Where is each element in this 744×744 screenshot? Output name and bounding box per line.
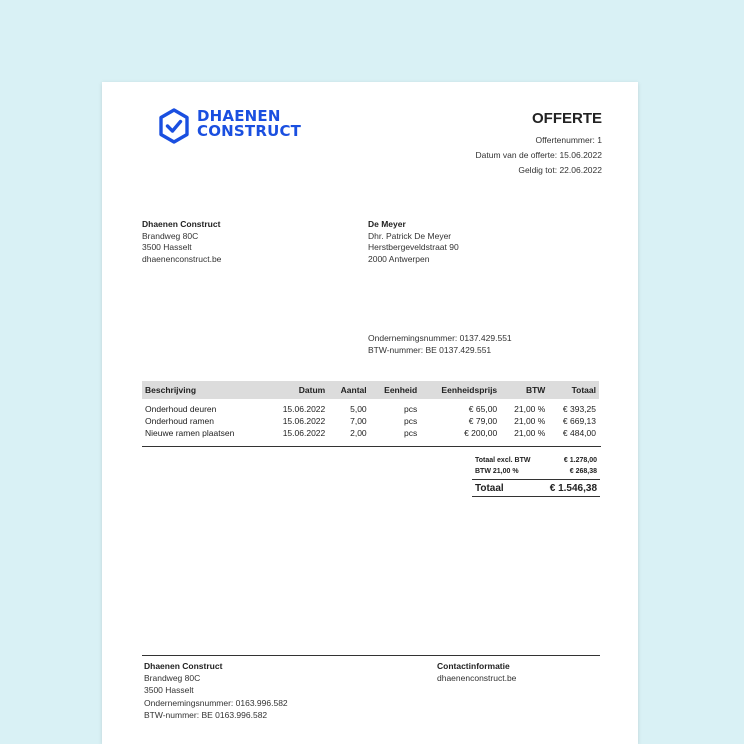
cell-description: Nieuwe ramen plaatsen: [145, 428, 235, 438]
cell-quantity: 5,00: [350, 404, 367, 414]
summary-rule: [472, 479, 600, 480]
footer-city: 3500 Hasselt: [144, 685, 194, 696]
cell-unit-price: € 65,00: [468, 404, 498, 414]
recipient-city: 2000 Antwerpen: [368, 253, 430, 264]
cell-vat: 21,00 %: [514, 428, 546, 438]
cell-unit-price: € 200,00: [464, 428, 498, 438]
footer-contact-title: Contactinformatie: [437, 661, 510, 671]
recipient-contact: Dhr. Patrick De Meyer: [368, 230, 452, 241]
col-header-unit: Eenheid: [384, 385, 418, 395]
shield-check-icon: [159, 108, 189, 144]
col-header-vat: BTW: [525, 385, 546, 395]
col-header-quantity: Aantal: [340, 385, 367, 395]
sender-address: [142, 219, 221, 265]
recipient-company-number: Ondernemingsnummer: 0137.429.551: [368, 333, 512, 343]
document-title: OFFERTE: [532, 110, 602, 127]
cell-quantity: 2,00: [350, 428, 367, 438]
recipient-registration: [368, 333, 512, 356]
sender-street: Brandweg 80C: [142, 230, 199, 241]
cell-total: € 669,13: [562, 416, 596, 426]
valid-until: Geldig tot: 22.06.2022: [518, 165, 602, 175]
col-header-date: Datum: [298, 385, 326, 395]
cell-vat: 21,00 %: [514, 404, 546, 414]
footer-vat-number: BTW-nummer: BE 0163.996.582: [144, 709, 268, 720]
sender-city: 3500 Hasselt: [142, 242, 192, 252]
cell-description: Onderhoud ramen: [145, 416, 214, 426]
cell-unit-price: € 79,00: [468, 416, 498, 426]
cell-unit: pcs: [403, 404, 418, 414]
col-header-description: Beschrijving: [145, 385, 197, 395]
cell-total: € 484,00: [562, 428, 596, 438]
footer-street: Brandweg 80C: [144, 673, 201, 684]
cell-vat: 21,00 %: [514, 416, 546, 426]
subtotal-value: € 1.278,00: [563, 457, 597, 464]
footer-company-name: Dhaenen Construct: [144, 661, 223, 671]
grand-total-value: € 1.546,38: [549, 483, 597, 494]
col-header-unit-price: Eenheidsprijs: [441, 385, 498, 395]
quote-document: [102, 82, 638, 744]
vat-value: € 268,38: [569, 468, 597, 475]
recipient-vat-number: BTW-nummer: BE 0137.429.551: [368, 344, 492, 355]
recipient-street: Herstbergeveldstraat 90: [368, 242, 459, 252]
sender-name: Dhaenen Construct: [142, 219, 221, 229]
footer-company-number: Ondernemingsnummer: 0163.996.582: [144, 697, 288, 708]
logo-line-2: CONSTRUCT: [197, 122, 302, 140]
grand-total-rule: [472, 496, 600, 497]
cell-unit: pcs: [403, 428, 418, 438]
footer-website: dhaenenconstruct.be: [437, 673, 517, 684]
cell-date: 15.06.2022: [282, 404, 326, 414]
cell-total: € 393,25: [562, 404, 596, 414]
table-row: [142, 427, 599, 439]
footer-rule: [142, 655, 600, 656]
grand-total-label: Totaal: [475, 483, 504, 494]
subtotal-label: Totaal excl. BTW: [475, 457, 531, 464]
vat-label: BTW 21,00 %: [475, 468, 519, 475]
cell-date: 15.06.2022: [282, 428, 326, 438]
recipient-name: De Meyer: [368, 219, 406, 229]
footer-company-info: [144, 660, 288, 721]
col-header-total: Totaal: [571, 385, 596, 395]
cell-date: 15.06.2022: [282, 416, 326, 426]
cell-quantity: 7,00: [350, 416, 367, 426]
logo-line-1: DHAENEN: [197, 107, 281, 125]
table-header-row: [142, 381, 599, 399]
recipient-address: [368, 219, 459, 265]
cell-unit: pcs: [403, 416, 418, 426]
footer-contact: [437, 660, 516, 684]
sender-website: dhaenenconstruct.be: [142, 253, 222, 264]
line-items-table: [142, 381, 599, 439]
company-logo: [159, 107, 304, 145]
cell-description: Onderhoud deuren: [145, 404, 217, 414]
table-row: [142, 415, 599, 427]
table-row: [142, 399, 599, 415]
table-bottom-rule: [142, 446, 601, 447]
quote-date: Datum van de offerte: 15.06.2022: [475, 150, 602, 160]
logo-wordmark: [197, 109, 301, 139]
quote-number: Offertenummer: 1: [535, 135, 602, 145]
